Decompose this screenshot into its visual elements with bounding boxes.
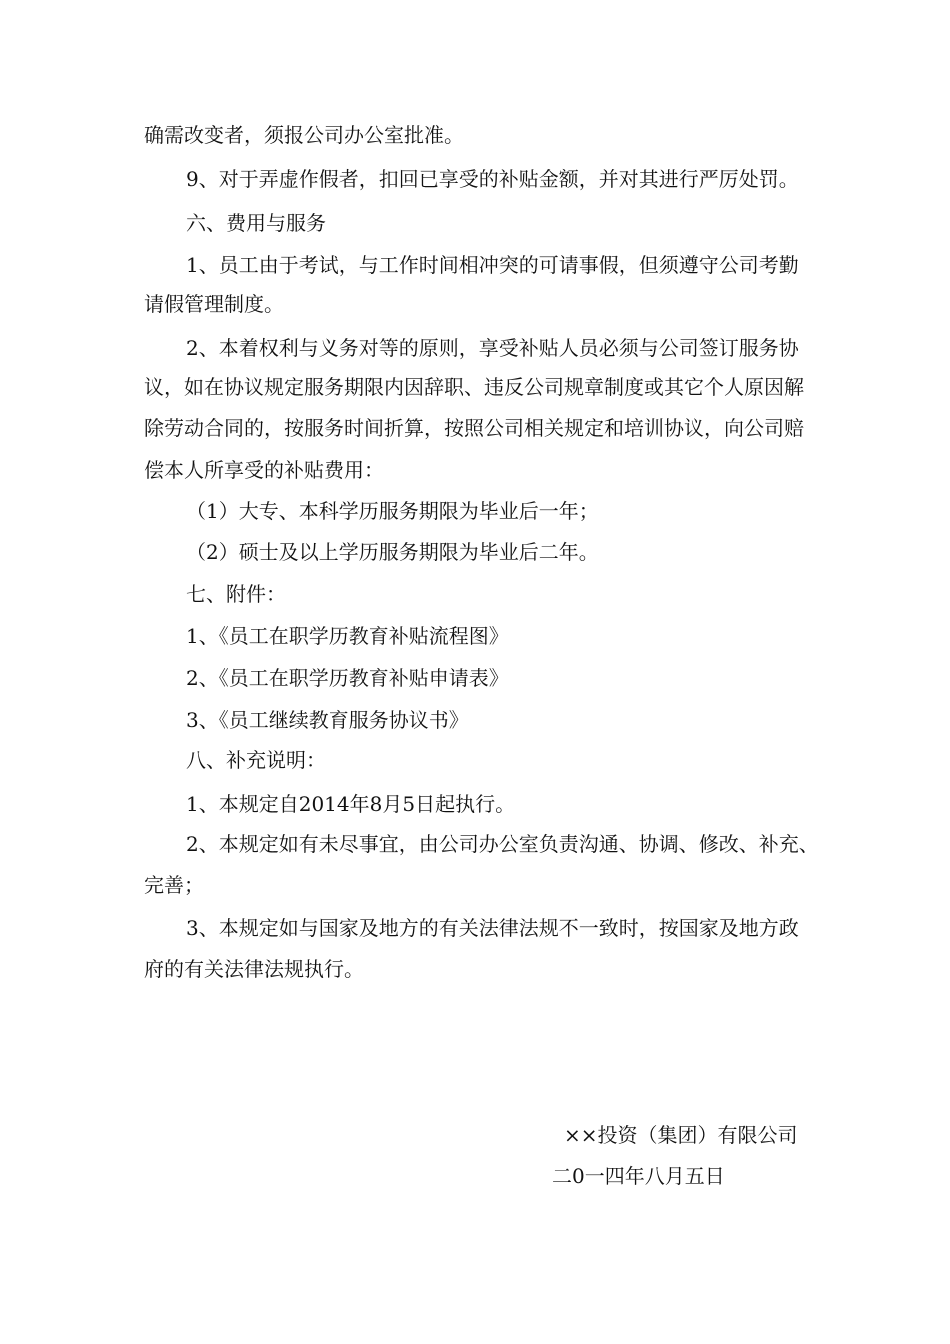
supplement-3-continued: 府的有关法律法规执行。 <box>144 957 364 981</box>
attachment-3: 3、《员工继续教育服务协议书》 <box>186 708 469 732</box>
paragraph-line-02: 9、对于弄虚作假者，扣回已享受的补贴金额，并对其进行严厉处罚。 <box>186 167 799 191</box>
section-heading-8: 八、补充说明： <box>186 748 326 772</box>
supplement-2-continued: 完善； <box>144 873 204 897</box>
attachment-2: 2、《员工在职学历教育补贴申请表》 <box>186 666 509 690</box>
paragraph-line-04: 请假管理制度。 <box>144 292 284 316</box>
supplement-2: 2、本规定如有未尽事宜，由公司办公室负责沟通、协调、修改、补充、 <box>186 832 819 856</box>
paragraph-line-05: 2、本着权利与义务对等的原则，享受补贴人员必须与公司签订服务协 <box>186 336 799 360</box>
attachment-1: 1、《员工在职学历教育补贴流程图》 <box>186 624 509 648</box>
list-item-1: （1）大专、本科学历服务期限为毕业后一年； <box>186 499 599 523</box>
section-heading-7: 七、附件： <box>186 582 286 606</box>
supplement-1: 1、本规定自2014年8月5日起执行。 <box>186 792 516 816</box>
paragraph-line-01: 确需改变者，须报公司办公室批准。 <box>144 123 464 147</box>
supplement-3: 3、本规定如与国家及地方的有关法律法规不一致时，按国家及地方政 <box>186 916 799 940</box>
paragraph-line-03: 1、员工由于考试，与工作时间相冲突的可请事假，但须遵守公司考勤 <box>186 253 799 277</box>
signature-company: ××投资（集团）有限公司 <box>564 1123 798 1147</box>
paragraph-line-08: 偿本人所享受的补贴费用： <box>144 458 384 482</box>
section-heading-6: 六、费用与服务 <box>186 211 326 235</box>
signature-date: 二0一四年八月五日 <box>552 1164 725 1188</box>
paragraph-line-07: 除劳动合同的，按服务时间折算，按照公司相关规定和培训协议，向公司赔 <box>144 416 804 440</box>
list-item-2: （2）硕士及以上学历服务期限为毕业后二年。 <box>186 540 599 564</box>
paragraph-line-06: 议，如在协议规定服务期限内因辞职、违反公司规章制度或其它个人原因解 <box>144 375 804 399</box>
